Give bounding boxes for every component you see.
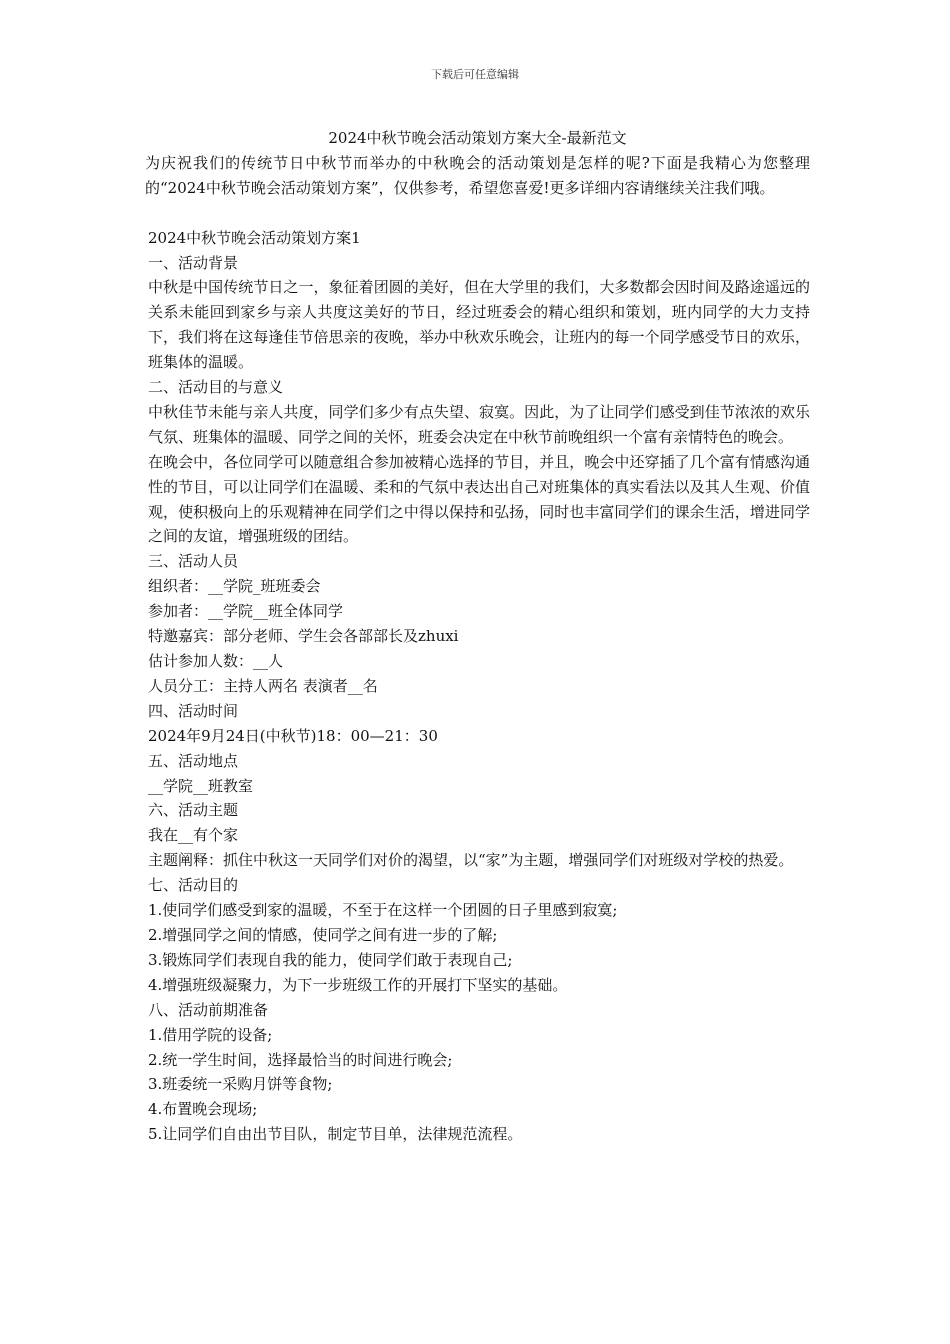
paragraph: 4.增强班级凝聚力，为下一步班级工作的开展打下坚实的基础。 [148,975,568,994]
paragraph: 组织者：__学院_班班委会 [148,577,321,596]
paragraph: 中秋是中国传统节日之一，象征着团圆的美好，但在大学里的我们，大多数都会因时间及路途遥远的关系未能回到家乡与亲人共度这美好的节日，经过班委会的精心组织和策划，班内同学的大力支持下，我们将在这每逢佳节倍思亲的夜晚，举办中秋欢乐晚会，让班内的每一个同学感受节日的欢乐，班集体的温暖。 [148,278,810,372]
paragraph: 特邀嘉宾：部分老师、学生会各部部长及zhuxi [148,627,459,646]
paragraph: 中秋佳节未能与亲人共度，同学们多少有点失望、寂寞。因此，为了让同学们感受到佳节浓浓的欢乐气氛、班集体的温暖、同学之间的关怀，班委会决定在中秋节前晚组织一个富有亲情特色的晚会。 [148,402,810,446]
document-body [145,126,810,1147]
paragraph: 三、活动人员 [148,552,239,571]
document-title: 2024中秋节晚会活动策划方案大全-最新范文 [328,129,627,147]
paragraph: 1.借用学院的设备; [148,1025,273,1044]
paragraph: 4.布置晚会现场; [148,1100,258,1119]
paragraph: 在晚会中，各位同学可以随意组合参加被精心选择的节目，并且，晚会中还穿插了几个富有情感沟通性的节目，可以让同学们在温暖、柔和的气氛中表达出自己对班集体的真实看法以及其人生观、价值观，使积极向上的乐观精神在同学们之中得以保持和弘扬，同时也丰富同学们的课余生活，增进同学之间的友谊，增强班级的团结。 [148,452,810,546]
section-title: 2024中秋节晚会活动策划方案1 [148,228,361,247]
paragraph: 二、活动目的与意义 [148,378,284,397]
paragraph: 六、活动主题 [148,801,239,820]
paragraph: 3.班委统一采购月饼等食物; [148,1075,333,1094]
intro-paragraph: 为庆祝我们的传统节日中秋节而举办的中秋晚会的活动策划是怎样的呢?下面是我精心为您整理的“2024中秋节晚会活动策划方案”，仅供参考，希望您喜爱!更多详细内容请继续关注我们哦。 [145,153,810,197]
paragraph: 七、活动目的 [148,876,239,895]
paragraph: 主题阐释：抓住中秋这一天同学们对价的渴望，以“家”为主题，增强同学们对班级对学校的热爱。 [148,851,794,870]
paragraph: 人员分工：主持人两名 表演者__名 [148,676,378,695]
paragraph: 1.使同学们感受到家的温暖，不至于在这样一个团圆的日子里感到寂寞; [148,901,618,920]
paragraph-list [145,251,810,1148]
paragraph: 3.锻炼同学们表现自我的能力，使同学们敢于表现自己; [148,950,513,969]
paragraph: 2024年9月24日(中秋节)18：00—21：30 [148,726,438,745]
paragraph: 八、活动前期准备 [148,1000,269,1019]
paragraph: 5.让同学们自由出节目队，制定节目单，法律规范流程。 [148,1125,523,1144]
paragraph: 参加者：__学院__班全体同学 [148,602,344,621]
paragraph: 一、活动背景 [148,253,239,272]
paragraph: 估计参加人数：__人 [148,652,284,671]
paragraph: 2.增强同学之间的情感，使同学之间有进一步的了解; [148,925,498,944]
page-header-note: 下载后可任意编辑 [431,68,519,81]
paragraph: __学院__班教室 [148,776,254,795]
paragraph: 我在__有个家 [148,826,239,845]
paragraph: 2.统一学生时间，选择最恰当的时间进行晚会; [148,1050,453,1069]
paragraph: 五、活动地点 [148,751,239,770]
paragraph: 四、活动时间 [148,701,239,720]
blank-line [145,201,810,226]
